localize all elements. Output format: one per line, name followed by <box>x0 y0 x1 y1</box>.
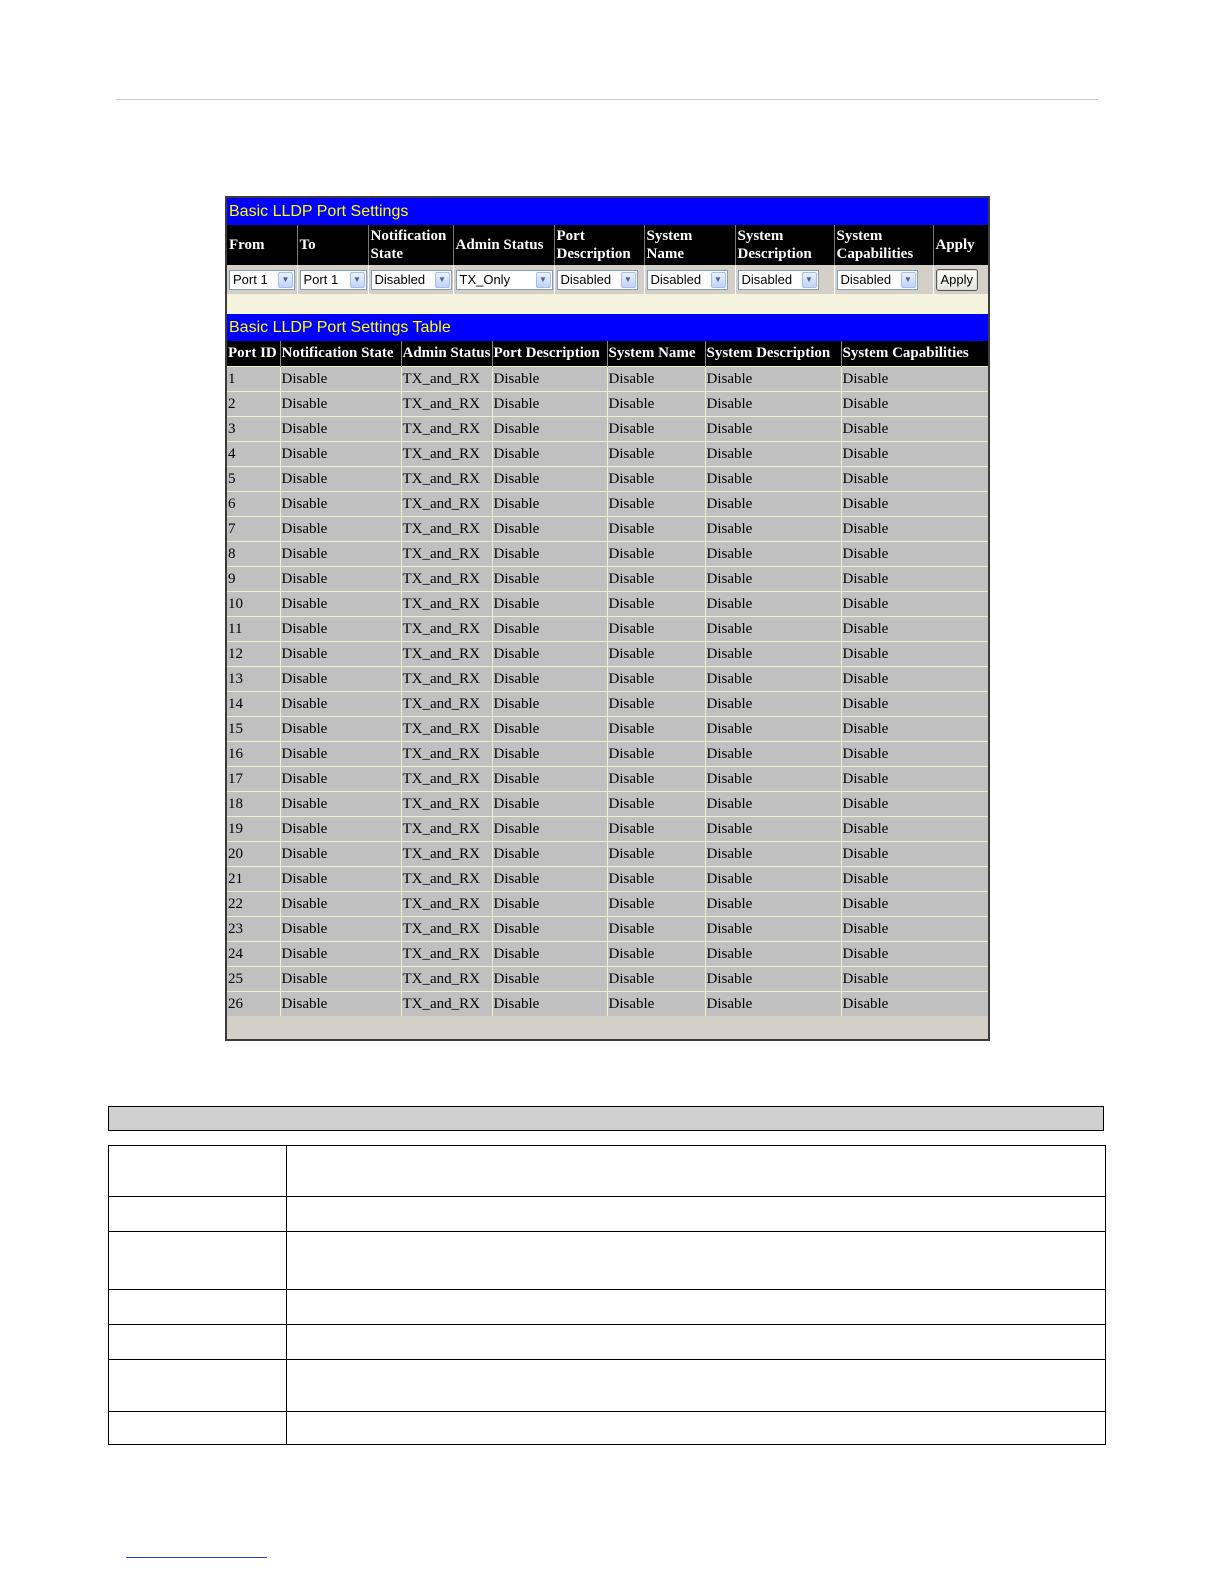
system-name-value: Disabled <box>650 272 702 287</box>
description-row <box>109 1360 1106 1412</box>
table-cell: Disable <box>280 967 401 992</box>
table-cell: Disable <box>607 742 705 767</box>
header-notification-state: Notification State <box>368 225 453 265</box>
port-description-select[interactable] <box>557 270 638 290</box>
table-cell: 21 <box>227 867 280 892</box>
table-cell: Disable <box>841 942 988 967</box>
table-cell: TX_and_RX <box>401 667 492 692</box>
table-cell: 3 <box>227 417 280 442</box>
table-cell: TX_and_RX <box>401 942 492 967</box>
table-cell: TX_and_RX <box>401 867 492 892</box>
table-cell: Disable <box>607 867 705 892</box>
table-cell: Disable <box>841 467 988 492</box>
table-row <box>227 817 988 842</box>
table-cell: Disable <box>280 667 401 692</box>
description-row <box>109 1197 1106 1232</box>
table-cell: Disable <box>841 367 988 392</box>
description-table <box>108 1145 1106 1445</box>
table-cell: Disable <box>607 767 705 792</box>
table-cell: 14 <box>227 692 280 717</box>
table-cell: Disable <box>841 642 988 667</box>
table-cell: Disable <box>280 567 401 592</box>
table-cell: TX_and_RX <box>401 817 492 842</box>
table-cell: Disable <box>841 742 988 767</box>
table-cell: Disable <box>705 642 841 667</box>
table-cell: Disable <box>705 767 841 792</box>
table-cell: Disable <box>705 492 841 517</box>
settings-controls-row <box>227 265 988 294</box>
table-cell: Disable <box>280 892 401 917</box>
table-row <box>227 642 988 667</box>
table-cell: Disable <box>705 742 841 767</box>
table-cell: Disable <box>280 917 401 942</box>
table-row <box>227 917 988 942</box>
table-cell: 22 <box>227 892 280 917</box>
table-cell: Disable <box>607 917 705 942</box>
table-cell: Disable <box>607 717 705 742</box>
header-from: From <box>227 225 297 265</box>
settings-form-table <box>227 225 988 314</box>
table-title-bar: Basic LLDP Port Settings Table <box>227 314 988 341</box>
table-cell: TX_and_RX <box>401 517 492 542</box>
header-port-description: Port Description <box>554 225 644 265</box>
column-header: System Name <box>607 341 705 367</box>
table-cell: 13 <box>227 667 280 692</box>
table-cell: Disable <box>705 592 841 617</box>
table-cell: Disable <box>280 717 401 742</box>
table-cell: Disable <box>705 567 841 592</box>
table-row <box>227 667 988 692</box>
table-cell: 11 <box>227 617 280 642</box>
table-cell: Disable <box>280 942 401 967</box>
table-cell: Disable <box>607 592 705 617</box>
notification-state-value: Disabled <box>374 272 426 287</box>
table-cell: Disable <box>607 442 705 467</box>
admin-status-select[interactable] <box>456 270 553 290</box>
table-cell: Disable <box>607 992 705 1017</box>
table-cell: 2 <box>227 392 280 417</box>
table-cell: Disable <box>280 642 401 667</box>
to-port-value: Port 1 <box>303 272 339 287</box>
description-row <box>109 1412 1106 1445</box>
table-cell: Disable <box>607 417 705 442</box>
table-cell: Disable <box>280 367 401 392</box>
table-cell: TX_and_RX <box>401 392 492 417</box>
column-header: Admin Status <box>401 341 492 367</box>
table-cell: Disable <box>705 392 841 417</box>
table-cell: Disable <box>492 367 607 392</box>
system-description-value: Disabled <box>741 272 793 287</box>
table-cell: Disable <box>280 867 401 892</box>
page-header-rule <box>116 99 1098 100</box>
table-cell: Disable <box>492 592 607 617</box>
table-cell: 19 <box>227 817 280 842</box>
description-row <box>109 1290 1106 1325</box>
table-cell: Disable <box>492 717 607 742</box>
table-cell: Disable <box>492 417 607 442</box>
table-cell: Disable <box>841 617 988 642</box>
table-cell: Disable <box>705 917 841 942</box>
table-row <box>227 967 988 992</box>
table-cell: Disable <box>492 742 607 767</box>
table-cell: 5 <box>227 467 280 492</box>
port-settings-table <box>227 341 988 1016</box>
header-to: To <box>297 225 368 265</box>
table-row <box>227 892 988 917</box>
table-cell: Disable <box>280 542 401 567</box>
table-cell: Disable <box>492 392 607 417</box>
table-cell: TX_and_RX <box>401 742 492 767</box>
table-cell: Disable <box>492 442 607 467</box>
table-cell: Disable <box>280 492 401 517</box>
table-row <box>227 992 988 1017</box>
table-cell: Disable <box>841 392 988 417</box>
table-cell: Disable <box>607 692 705 717</box>
table-cell: Disable <box>280 692 401 717</box>
table-row <box>227 492 988 517</box>
table-cell: Disable <box>705 817 841 842</box>
table-cell: Disable <box>607 667 705 692</box>
table-cell: Disable <box>705 942 841 967</box>
system-capabilities-value: Disabled <box>840 272 892 287</box>
description-row <box>109 1232 1106 1290</box>
table-cell: Disable <box>841 517 988 542</box>
table-cell: Disable <box>492 542 607 567</box>
settings-title-bar: Basic LLDP Port Settings <box>227 198 988 225</box>
table-cell: 16 <box>227 742 280 767</box>
table-cell: Disable <box>280 617 401 642</box>
table-cell: TX_and_RX <box>401 492 492 517</box>
table-row <box>227 717 988 742</box>
table-cell: Disable <box>492 617 607 642</box>
table-cell: 7 <box>227 517 280 542</box>
table-cell: Disable <box>607 367 705 392</box>
table-cell: Disable <box>607 942 705 967</box>
table-cell: Disable <box>705 367 841 392</box>
table-cell: 10 <box>227 592 280 617</box>
table-cell: 20 <box>227 842 280 867</box>
table-cell: Disable <box>280 992 401 1017</box>
description-table-header <box>108 1106 1104 1131</box>
table-cell: Disable <box>705 992 841 1017</box>
table-cell: TX_and_RX <box>401 792 492 817</box>
table-cell: Disable <box>705 517 841 542</box>
apply-button[interactable]: Apply <box>936 269 979 291</box>
header-system-description: System Description <box>735 225 834 265</box>
table-cell: Disable <box>607 617 705 642</box>
from-port-value: Port 1 <box>233 272 268 287</box>
table-cell: 12 <box>227 642 280 667</box>
table-cell: Disable <box>841 767 988 792</box>
admin-status-value: TX_Only <box>459 272 511 287</box>
chevron-down-icon[interactable]: ▼ <box>278 272 293 288</box>
table-cell: Disable <box>705 967 841 992</box>
table-cell: 26 <box>227 992 280 1017</box>
table-cell: TX_and_RX <box>401 467 492 492</box>
table-cell: Disable <box>492 567 607 592</box>
table-cell: Disable <box>705 842 841 867</box>
settings-header-row <box>227 225 988 265</box>
table-cell: TX_and_RX <box>401 567 492 592</box>
table-cell: TX_and_RX <box>401 417 492 442</box>
table-cell: Disable <box>280 442 401 467</box>
table-cell: TX_and_RX <box>401 592 492 617</box>
table-cell: Disable <box>841 867 988 892</box>
chevron-down-icon[interactable]: ▼ <box>621 272 636 288</box>
table-cell: Disable <box>841 417 988 442</box>
table-cell: TX_and_RX <box>401 717 492 742</box>
table-cell: Disable <box>607 492 705 517</box>
table-cell: Disable <box>607 542 705 567</box>
table-cell: Disable <box>841 692 988 717</box>
table-cell: Disable <box>607 467 705 492</box>
table-cell: Disable <box>841 917 988 942</box>
table-cell: Disable <box>607 967 705 992</box>
table-row <box>227 842 988 867</box>
table-cell: 8 <box>227 542 280 567</box>
table-cell: 17 <box>227 767 280 792</box>
table-cell: Disable <box>841 992 988 1017</box>
table-cell: Disable <box>705 692 841 717</box>
table-cell: TX_and_RX <box>401 542 492 567</box>
table-cell: Disable <box>492 517 607 542</box>
table-header-row <box>227 341 988 367</box>
table-cell: Disable <box>492 967 607 992</box>
table-cell: Disable <box>705 717 841 742</box>
table-cell: Disable <box>841 667 988 692</box>
table-row <box>227 742 988 767</box>
table-cell: TX_and_RX <box>401 892 492 917</box>
column-header: Notification State <box>280 341 401 367</box>
table-cell: Disable <box>492 667 607 692</box>
table-cell: Disable <box>705 792 841 817</box>
system-capabilities-select[interactable] <box>837 270 918 290</box>
table-cell: Disable <box>607 567 705 592</box>
table-cell: Disable <box>841 817 988 842</box>
table-cell: Disable <box>705 442 841 467</box>
table-cell: Disable <box>492 817 607 842</box>
system-description-select[interactable] <box>738 270 819 290</box>
system-name-select[interactable] <box>647 270 728 290</box>
settings-spacer <box>227 294 988 314</box>
table-row <box>227 392 988 417</box>
table-cell: Disable <box>492 917 607 942</box>
table-cell: 24 <box>227 942 280 967</box>
table-cell: 6 <box>227 492 280 517</box>
table-row <box>227 467 988 492</box>
table-cell: TX_and_RX <box>401 367 492 392</box>
table-cell: Disable <box>705 542 841 567</box>
chevron-down-icon[interactable]: ▼ <box>901 272 916 288</box>
table-row <box>227 942 988 967</box>
table-cell: Disable <box>841 592 988 617</box>
table-cell: Disable <box>492 867 607 892</box>
column-header: System Capabilities <box>841 341 988 367</box>
chevron-down-icon[interactable]: ▼ <box>350 272 365 288</box>
table-cell: Disable <box>492 492 607 517</box>
table-cell: Disable <box>492 842 607 867</box>
table-cell: Disable <box>841 442 988 467</box>
table-cell: Disable <box>841 542 988 567</box>
table-row <box>227 792 988 817</box>
table-cell: Disable <box>841 717 988 742</box>
table-cell: Disable <box>280 517 401 542</box>
table-cell: Disable <box>280 392 401 417</box>
table-cell: Disable <box>492 692 607 717</box>
table-cell: Disable <box>705 867 841 892</box>
table-cell: 18 <box>227 792 280 817</box>
table-row <box>227 867 988 892</box>
table-cell: Disable <box>280 592 401 617</box>
table-cell: Disable <box>607 392 705 417</box>
table-cell: Disable <box>280 467 401 492</box>
table-row <box>227 542 988 567</box>
table-cell: Disable <box>705 467 841 492</box>
table-cell: TX_and_RX <box>401 967 492 992</box>
table-cell: Disable <box>607 817 705 842</box>
table-cell: Disable <box>280 792 401 817</box>
table-cell: Disable <box>841 892 988 917</box>
table-cell: Disable <box>841 967 988 992</box>
table-cell: 9 <box>227 567 280 592</box>
footer-link-underline <box>126 1557 267 1558</box>
table-cell: Disable <box>607 642 705 667</box>
from-port-select[interactable] <box>229 270 295 290</box>
table-cell: Disable <box>607 792 705 817</box>
table-cell: Disable <box>841 492 988 517</box>
table-cell: TX_and_RX <box>401 642 492 667</box>
chevron-down-icon[interactable]: ▼ <box>711 272 726 288</box>
chevron-down-icon[interactable]: ▼ <box>802 272 817 288</box>
chevron-down-icon[interactable]: ▼ <box>435 272 450 288</box>
table-cell: Disable <box>607 892 705 917</box>
table-cell: Disable <box>492 942 607 967</box>
table-cell: Disable <box>841 792 988 817</box>
table-cell: TX_and_RX <box>401 917 492 942</box>
table-cell: 4 <box>227 442 280 467</box>
lldp-settings-window <box>225 196 990 1041</box>
table-cell: 15 <box>227 717 280 742</box>
table-cell: Disable <box>607 842 705 867</box>
table-cell: Disable <box>280 842 401 867</box>
table-row <box>227 692 988 717</box>
column-header: Port ID <box>227 341 280 367</box>
table-cell: TX_and_RX <box>401 617 492 642</box>
table-cell: Disable <box>492 792 607 817</box>
table-row <box>227 367 988 392</box>
header-admin-status: Admin Status <box>453 225 554 265</box>
to-port-select[interactable] <box>300 270 367 290</box>
table-row <box>227 442 988 467</box>
table-cell: Disable <box>841 842 988 867</box>
table-cell: Disable <box>492 767 607 792</box>
table-cell: Disable <box>492 467 607 492</box>
table-cell: Disable <box>705 617 841 642</box>
table-row <box>227 517 988 542</box>
table-cell: Disable <box>705 417 841 442</box>
table-cell: Disable <box>607 517 705 542</box>
table-cell: Disable <box>280 817 401 842</box>
header-system-capabilities: System Capabilities <box>834 225 933 265</box>
header-system-name: System Name <box>644 225 735 265</box>
table-body <box>227 367 988 1017</box>
column-header: Port Description <box>492 341 607 367</box>
table-cell: 23 <box>227 917 280 942</box>
table-row <box>227 617 988 642</box>
table-cell: Disable <box>841 567 988 592</box>
table-cell: Disable <box>280 742 401 767</box>
table-cell: TX_and_RX <box>401 442 492 467</box>
table-cell: 1 <box>227 367 280 392</box>
column-header: System Description <box>705 341 841 367</box>
table-cell: 25 <box>227 967 280 992</box>
chevron-down-icon[interactable]: ▼ <box>536 272 551 288</box>
table-row <box>227 767 988 792</box>
table-cell: TX_and_RX <box>401 842 492 867</box>
table-cell: Disable <box>492 642 607 667</box>
table-cell: Disable <box>705 667 841 692</box>
table-cell: Disable <box>280 417 401 442</box>
table-cell: TX_and_RX <box>401 992 492 1017</box>
table-cell: Disable <box>705 892 841 917</box>
table-cell: TX_and_RX <box>401 767 492 792</box>
table-row <box>227 592 988 617</box>
table-cell: Disable <box>492 892 607 917</box>
port-description-value: Disabled <box>560 272 612 287</box>
notification-state-select[interactable] <box>371 270 452 290</box>
table-cell: TX_and_RX <box>401 692 492 717</box>
table-row <box>227 567 988 592</box>
table-cell: Disable <box>280 767 401 792</box>
header-apply: Apply <box>933 225 988 265</box>
table-row <box>227 417 988 442</box>
description-row <box>109 1146 1106 1197</box>
description-row <box>109 1325 1106 1360</box>
table-cell: Disable <box>492 992 607 1017</box>
